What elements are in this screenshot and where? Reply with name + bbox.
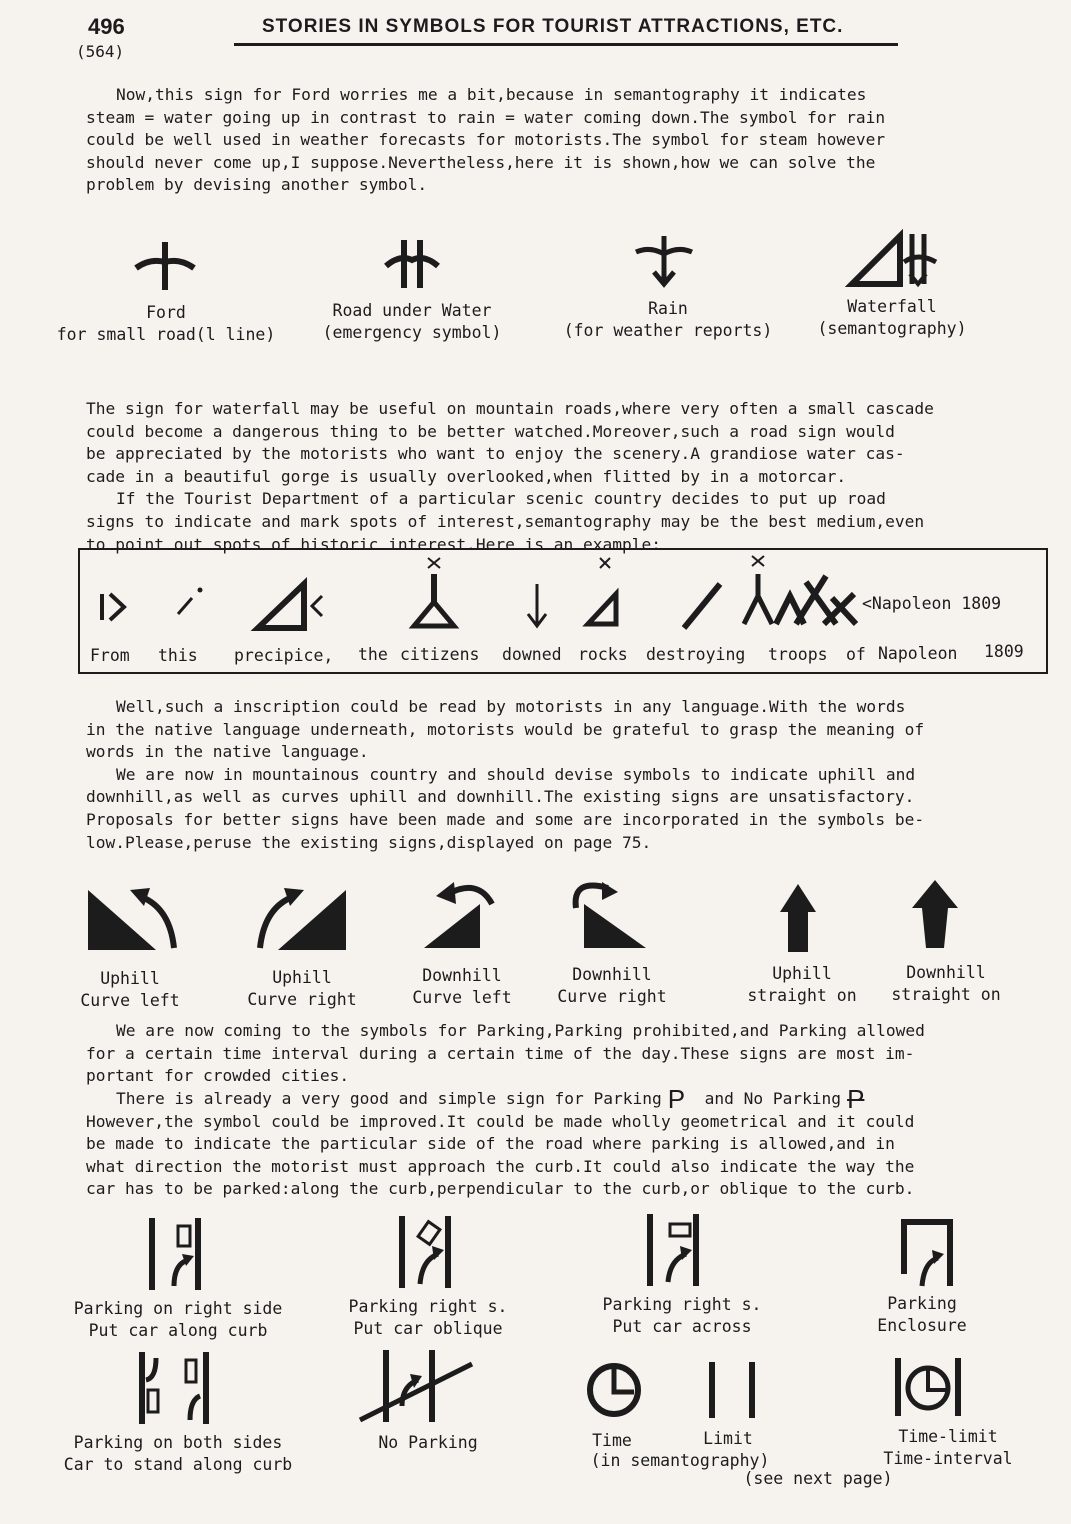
caption-sub: straight on	[747, 986, 857, 1005]
time-limit-interval-icon	[892, 1356, 964, 1418]
limit-bars-icon	[704, 1360, 760, 1420]
original-page-number: (564)	[76, 42, 125, 61]
caption-ford	[57, 302, 276, 346]
example-word: destroying	[646, 645, 746, 664]
example-word: downed	[502, 645, 562, 664]
caption-title: Rain	[648, 299, 688, 318]
example-word: troops	[768, 645, 828, 664]
caption-title: Parking on right side	[73, 1299, 283, 1318]
caption-title: Downhill	[572, 965, 652, 984]
caption-title: Downhill	[422, 966, 502, 985]
caption-sub: Curve left	[80, 991, 180, 1010]
rocks-symbol-icon	[580, 554, 630, 634]
text-line: be appreciated by the motorists who want to enjoy the scenery.A grandiose water cas-	[86, 444, 905, 464]
downhill-straight-arrow-icon	[910, 878, 960, 950]
text-line: steam = water going up in contrast to rain = water coming down.The symbol for rain	[86, 107, 886, 127]
caption-limit	[703, 1428, 753, 1450]
uphill-straight-arrow-icon	[778, 882, 818, 954]
waterfall-symbol-icon	[846, 230, 940, 290]
text-line: car has to be parked:along the curb,perpendicular to the curb,or oblique to the curb.	[86, 1179, 915, 1199]
caption-sub: Curve right	[247, 990, 357, 1009]
text-line: portant for crowded cities.	[86, 1066, 350, 1086]
caption-sub: Car to stand along curb	[63, 1455, 293, 1474]
text-line: to point out spots of historic interest.Here is an example:	[86, 534, 661, 554]
text-line: signs to indicate and mark spots of interest,semantography may be the best medium,even	[86, 511, 925, 531]
caption-see-next-page	[743, 1468, 892, 1490]
example-word: From	[90, 646, 130, 665]
caption-title: Uphill	[272, 968, 332, 987]
paragraph-parking	[86, 1020, 1046, 1201]
caption-sub: (for weather reports)	[563, 321, 773, 340]
no-parking-icon	[356, 1346, 476, 1426]
caption-sub: Curve left	[412, 988, 512, 1007]
no-parking-p-icon: P	[847, 1087, 865, 1111]
ford-symbol-icon	[130, 238, 200, 294]
caption-sub: (in semantography)	[590, 1451, 770, 1470]
caption-parking-right-along	[74, 1298, 283, 1342]
caption-time	[592, 1430, 632, 1452]
caption-waterfall	[817, 296, 966, 340]
caption-downhill-straight	[891, 962, 1000, 1006]
text-line: should never come up,I suppose.Nevertheless,here it is shown,how we can solve the	[86, 152, 876, 172]
caption-sub: for small road(l line)	[56, 325, 276, 344]
caption-title: Waterfall	[847, 297, 937, 316]
header-rule	[234, 43, 898, 46]
text-line: Well,such a inscription could be read by motorists in any language.With the words	[116, 697, 906, 716]
text-line: cade in a beautiful gorge is usually overlooked,when flitted by in a motorcar.	[86, 466, 847, 486]
caption-title: Ford	[146, 303, 186, 322]
text-line: what direction the motorist must approach the curb.It could also indicate the way the	[86, 1156, 915, 1176]
citizens-symbol-icon	[404, 554, 464, 634]
caption-no-parking	[378, 1432, 477, 1454]
caption-uphill-curve-right	[247, 967, 356, 1011]
caption-title: Parking right s.	[602, 1295, 762, 1314]
text-line: be made to indicate the particular side of the road where parking is allowed,and in	[86, 1134, 895, 1154]
downhill-curve-left-icon	[418, 878, 502, 954]
example-word: citizens	[400, 645, 480, 664]
time-clock-icon	[584, 1360, 644, 1420]
text-line: for a certain time interval during a certain time of the day.These signs are most im-	[86, 1043, 915, 1063]
caption-title: Limit	[703, 1429, 753, 1448]
text-line: The sign for waterfall may be useful on mountain roads,where very often a small cascade	[86, 399, 934, 418]
caption-sub: Put car along curb	[88, 1321, 268, 1340]
parking-right-along-curb-icon	[144, 1216, 206, 1292]
rain-symbol-icon	[632, 232, 696, 290]
text-line: We are now in mountainous country and should devise symbols to indicate uphill and	[116, 764, 916, 784]
text-line: We are now coming to the symbols for Parking,Parking prohibited,and Parking allowed	[116, 1021, 925, 1040]
text-line: in the native language underneath, motorists would be grateful to grasp the meaning of	[86, 719, 925, 739]
example-word: precipice,	[234, 646, 334, 665]
uphill-curve-right-icon	[244, 884, 348, 956]
caption-rain	[564, 298, 773, 342]
page-number: 496	[88, 14, 125, 39]
caption-sub: straight on	[891, 985, 1001, 1004]
caption-parking-right-across	[603, 1294, 762, 1338]
parking-enclosure-icon	[894, 1214, 958, 1288]
caption-title: Time-limit	[898, 1427, 998, 1446]
text-line: Now,this sign for Ford worries me a bit,because in semantography it indicates	[116, 85, 867, 104]
example-word: this	[158, 646, 198, 665]
caption-sub: Put car across	[612, 1317, 752, 1336]
caption-sub: (emergency symbol)	[322, 323, 502, 342]
text-line: downhill,as well as curves uphill and downhill.The existing signs are unsatisfactory.	[86, 787, 915, 807]
paragraph-inscription	[86, 696, 1046, 854]
napoleon-label-top: <Napoleon 1809	[862, 594, 1002, 613]
caption-time-limit	[883, 1426, 1012, 1470]
text-line: Proposals for better signs have been made and some are incorporated in the symbols be-	[86, 809, 925, 829]
caption-title: Uphill	[100, 969, 160, 988]
text-fragment: and No Parking	[704, 1088, 842, 1108]
example-word: rocks	[578, 645, 628, 664]
caption-downhill-curve-left	[412, 965, 511, 1009]
caption-parking-both-sides	[64, 1432, 292, 1476]
parking-right-oblique-icon	[394, 1214, 456, 1290]
paragraph-ford	[86, 84, 1046, 197]
from-symbol-icon	[98, 590, 128, 624]
parking-both-sides-icon	[134, 1350, 214, 1426]
text-line: words in the native language.	[86, 742, 369, 762]
downhill-curve-right-icon	[558, 878, 652, 954]
caption-title: No Parking	[378, 1433, 478, 1452]
caption-sub: Curve right	[557, 987, 667, 1006]
caption-title: Road under Water	[332, 301, 492, 320]
caption-title: Time	[592, 1431, 632, 1450]
troops-symbol-icon	[736, 552, 862, 632]
caption-sub: Put car oblique	[353, 1319, 503, 1338]
example-word: Napoleon	[878, 644, 958, 663]
caption-parking-enclosure	[877, 1293, 966, 1337]
text-line-with-symbols	[86, 1088, 1046, 1111]
caption-sub: Enclosure	[877, 1316, 967, 1335]
text-line: could be well used in weather forecasts for motorists.The symbol for steam however	[86, 130, 886, 150]
text-fragment: There is already a very good and simple sign for Parking	[116, 1088, 662, 1108]
example-word: the	[358, 645, 388, 664]
paragraph-waterfall	[86, 398, 1046, 556]
caption-title: Uphill	[772, 964, 832, 983]
text-line: problem by devising another symbol.	[86, 175, 428, 195]
text-line: low.Please,peruse the existing signs,displayed on page 75.	[86, 832, 652, 852]
caption-sub: (semantography)	[817, 319, 967, 338]
caption-sub: Time-interval	[883, 1449, 1013, 1468]
caption-uphill-curve-left	[80, 968, 179, 1012]
example-word: of	[846, 645, 866, 664]
text-line: If the Tourist Department of a particular scenic country decides to put up road	[116, 489, 886, 509]
caption-uphill-straight	[747, 963, 856, 1007]
caption-title: Downhill	[906, 963, 986, 982]
caption-parking-right-oblique	[349, 1296, 508, 1340]
downed-arrow-icon	[524, 580, 550, 632]
road-under-water-icon	[382, 236, 442, 292]
caption-title: Parking	[887, 1294, 957, 1313]
parking-p-icon: P	[667, 1087, 686, 1111]
caption-downhill-curve-right	[557, 964, 666, 1008]
uphill-curve-left-icon	[86, 884, 186, 956]
text-line: However,the symbol could be improved.It could be made wholly geometrical and it could	[86, 1111, 915, 1131]
example-word: 1809	[984, 642, 1024, 661]
parking-right-across-icon	[642, 1212, 704, 1288]
text-line: could become a dangerous thing to be better watched.Moreover,such a road sign would	[86, 421, 895, 441]
this-symbol-icon	[172, 584, 206, 618]
precipice-symbol-icon	[252, 578, 332, 634]
caption-sub: (see next page)	[743, 1469, 893, 1488]
caption-title: Parking right s.	[348, 1297, 508, 1316]
caption-title: Parking on both sides	[73, 1433, 283, 1452]
destroying-symbol-icon	[678, 578, 728, 634]
caption-road-under-water	[323, 300, 502, 344]
page-header: STORIES IN SYMBOLS FOR TOURIST ATTRACTIONS, ETC.	[262, 16, 844, 37]
